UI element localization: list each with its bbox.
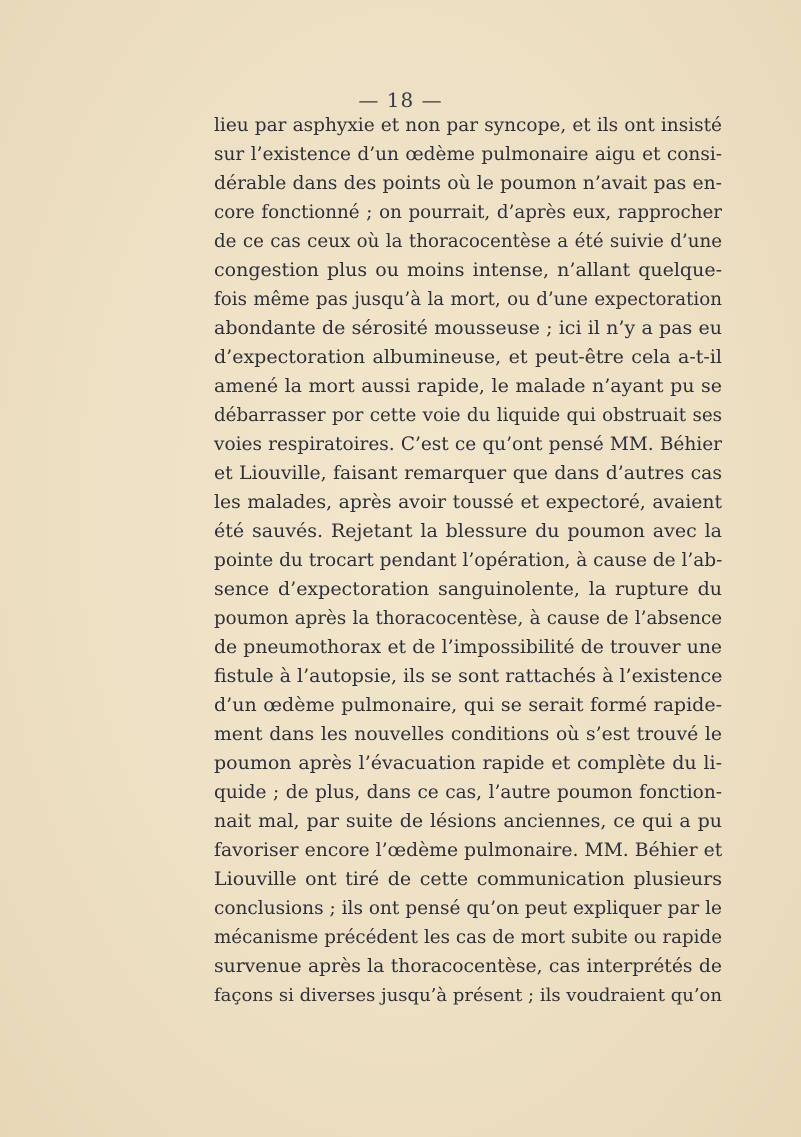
text-line: quide ; de plus, dans ce cas, l’autre poumon fonction- [214,782,722,803]
text-line: pointe du trocart pendant l’opération, à cause de l’ab- [214,550,723,571]
text-line: congestion plus ou moins intense, n’allant quelque- [214,259,722,281]
page-number: — 18 — [358,88,443,112]
text-line: d’expectoration albumineuse, et peut-être cela a-t-il [214,346,722,368]
text-line: Liouville ont tiré de cette communication plusieurs [214,868,722,890]
text-line: débarrasser por cette voie du liquide qui obstruait ses [214,405,722,426]
text-line: d’un œdème pulmonaire, qui se serait formé rapide- [214,694,722,716]
body-text [214,111,722,1010]
text-line: fistule à l’autopsie, ils se sont rattachés à l’existence [214,665,723,687]
text-line: et Liouville, faisant remarquer que dans d’autres cas [214,463,722,484]
text-line: de pneumothorax et de l’impossibilité de trouver une [214,637,722,658]
text-line: été sauvés. Rejetant la blessure du poumon avec la [214,520,722,542]
text-line: façons si diverses jusqu’à présent ; ils voudraient qu’on [214,985,722,1006]
text-line: dérable dans des points où le poumon n’avait pas en- [214,173,722,194]
text-line: ment dans les nouvelles conditions où s’est trouvé le [214,724,722,745]
text-line: de ce cas ceux où la thoracocentèse a été suivie d’une [214,231,722,252]
text-line: core fonctionné ; on pourrait, d’après eux, rapprocher [214,202,722,223]
text-line: survenue après la thoracocentèse, cas interprétés de [214,956,722,977]
text-line: mécanisme précédent les cas de mort subite ou rapide [214,927,722,948]
text-line: poumon après l’évacuation rapide et complète du li- [214,752,722,774]
text-line: poumon après la thoracocentèse, à cause de l’absence [214,608,722,629]
text-line: sence d’expectoration sanguinolente, la rupture du [214,578,722,600]
text-line: abondante de sérosité mousseuse ; ici il n’y a pas eu [214,317,722,339]
text-line: nait mal, par suite de lésions anciennes, ce qui a pu [214,810,722,832]
text-line: lieu par asphyxie et non par syncope, et ils ont insisté [214,115,722,136]
text-line: conclusions ; ils ont pensé qu’on peut expliquer par le [214,898,722,919]
text-line: amené la mort aussi rapide, le malade n’ayant pu se [214,375,722,397]
text-line: sur l’existence d’un œdème pulmonaire aigu et consi- [214,144,722,165]
text-line: les malades, après avoir toussé et expectoré, avaient [214,492,722,513]
text-line: favoriser encore l’œdème pulmonaire. MM. Béhier et [214,840,723,861]
text-line: fois même pas jusqu’à la mort, ou d’une expectoration [214,289,722,310]
text-line: voies respiratoires. C’est ce qu’ont pensé MM. Béhier [214,434,722,455]
